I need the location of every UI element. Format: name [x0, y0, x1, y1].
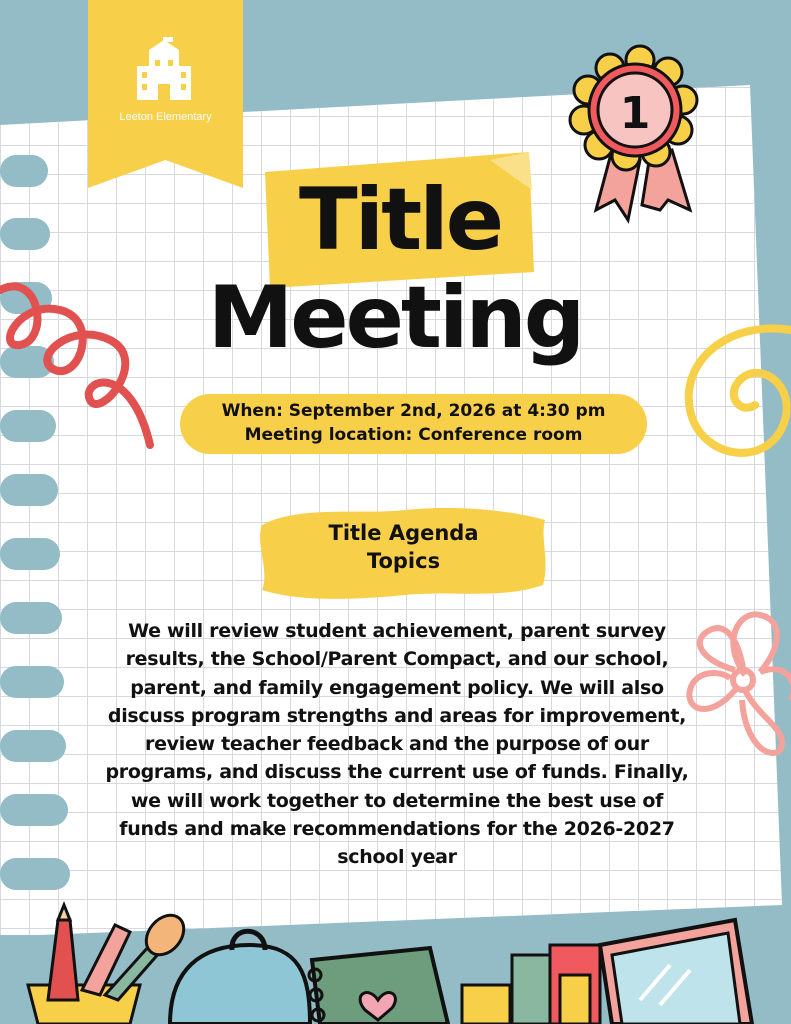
meeting-when: When: September 2nd, 2026 at 4:30 pm — [221, 401, 606, 421]
meeting-location: Meeting location: Conference room — [244, 425, 583, 445]
title-line-1: Title — [298, 170, 502, 270]
title-line-2: Meeting — [207, 268, 583, 368]
agenda-title-line-1: Title Agenda — [328, 521, 479, 545]
school-name: Leeton Elementary — [119, 111, 212, 123]
agenda-title-line-2: Topics — [366, 549, 441, 573]
ribbon-number: 1 — [619, 88, 651, 139]
agenda-description: We will review student achievement, parent survey results, the School/Parent Compact, and our school, parent, and family engagement policy. We will also discuss program strengths and areas for improvement, review teacher feedback and the purpose of our programs, and discuss the current use of funds. Finally, we will work together to determine the best use of funds and make recommendations for the 2026-2027 school year — [105, 620, 689, 869]
